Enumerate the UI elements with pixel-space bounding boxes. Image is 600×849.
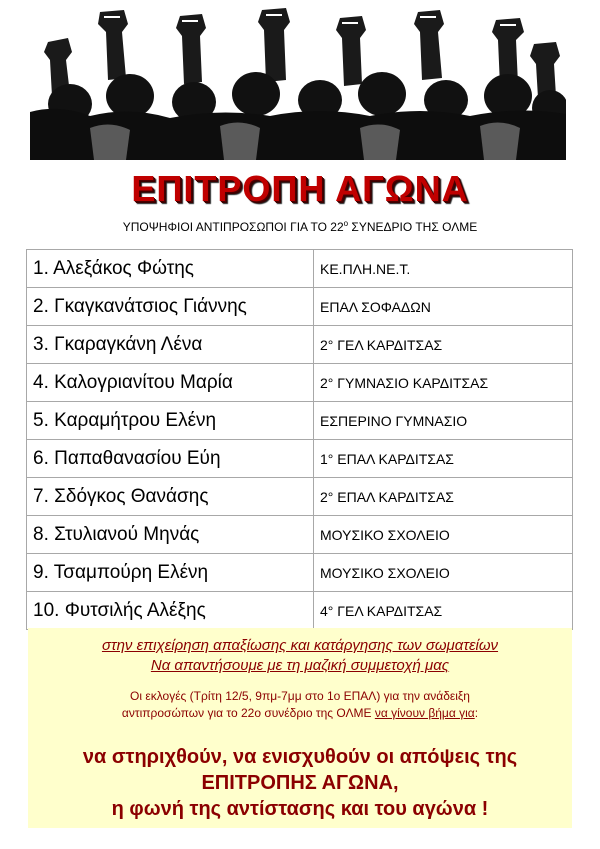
candidate-name: 8. Στυλιανού Μηνάς <box>27 516 314 554</box>
candidate-name: 4. Καλογριανίτου Μαρία <box>27 364 314 402</box>
candidate-school: ΚΕ.ΠΛΗ.ΝΕ.Τ. <box>314 250 573 288</box>
subtitle-text: ΥΠΟΨΗΦΙΟΙ ΑΝΤΙΠΡΟΣΩΠΟΙ ΓΙΑ ΤΟ 22 <box>122 220 344 234</box>
subtitle-superscript: ο <box>343 219 349 228</box>
table-row <box>27 516 573 554</box>
election-info-line-2 <box>28 705 572 722</box>
table-row <box>27 478 573 516</box>
table-row <box>27 592 573 630</box>
table-row <box>27 554 573 592</box>
candidate-name: 7. Σδόγκος Θανάσης <box>27 478 314 516</box>
election-info <box>28 688 572 722</box>
candidate-school: ΜΟΥΣΙΚΟ ΣΧΟΛΕΙΟ <box>314 554 573 592</box>
candidate-name: 2. Γκαγκανάτσιος Γιάννης <box>27 288 314 326</box>
table-row <box>27 440 573 478</box>
election-info-colon: : <box>474 706 479 720</box>
candidate-school: 4° ΓΕΛ ΚΑΡΔΙΤΣΑΣ <box>314 592 573 630</box>
election-info-text: αντιπροσώπων για το 22ο συνέδριο της ΟΛΜΕ <box>121 706 375 720</box>
slogan-line-3: η φωνή της αντίστασης και του αγώνα ! <box>111 798 489 820</box>
slogan-line-2: ΕΠΙΤΡΟΠΗΣ ΑΓΩΝΑ, <box>201 772 399 794</box>
candidate-name: 10. Φυτσιλής Αλέξης <box>27 592 314 630</box>
candidate-school: 2° ΓΥΜΝΑΣΙΟ ΚΑΡΔΙΤΣΑΣ <box>314 364 573 402</box>
callout-line-2: Να απαντήσουμε με τη μαζική συμμετοχή μας <box>150 657 450 674</box>
candidate-school: 2° ΓΕΛ ΚΑΡΔΙΤΣΑΣ <box>314 326 573 364</box>
slogan <box>28 744 572 822</box>
table-row <box>27 326 573 364</box>
raised-fists-icon <box>30 8 566 160</box>
candidate-name: 6. Παπαθανασίου Εύη <box>27 440 314 478</box>
candidate-name: 3. Γκαραγκάνη Λένα <box>27 326 314 364</box>
candidate-name: 5. Καραμήτρου Ελένη <box>27 402 314 440</box>
subtitle-text-end: ΣΥΝΕΔΡΙΟ ΤΗΣ ΟΛΜΕ <box>348 220 478 234</box>
callout-box <box>28 628 572 828</box>
election-info-underlined: να γίνουν βήμα για <box>374 706 475 720</box>
election-info-line-1: Οι εκλογές (Τρίτη 12/5, 9πμ-7μμ στο 1ο ΕΠΑΛ) για την ανάδειξη <box>130 689 470 703</box>
table-row <box>27 364 573 402</box>
table-row <box>27 288 573 326</box>
candidate-school: ΕΠΑΛ ΣΟΦΑΔΩΝ <box>314 288 573 326</box>
candidate-school: ΕΣΠΕΡΙΝΟ ΓΥΜΝΑΣΙΟ <box>314 402 573 440</box>
slogan-line-1: να στηριχθούν, να ενισχυθούν οι απόψεις της <box>82 746 518 768</box>
candidate-name: 9. Τσαμπούρη Ελένη <box>27 554 314 592</box>
candidate-name: 1. Αλεξάκος Φώτης <box>27 250 314 288</box>
page-title: ΕΠΙΤΡΟΠΗ ΑΓΩΝΑ <box>131 168 469 209</box>
candidate-school: 1° ΕΠΑΛ ΚΑΡΔΙΤΣΑΣ <box>314 440 573 478</box>
candidate-school: ΜΟΥΣΙΚΟ ΣΧΟΛΕΙΟ <box>314 516 573 554</box>
subtitle <box>0 219 600 234</box>
table-row <box>27 250 573 288</box>
candidates-table <box>26 249 573 630</box>
raised-fists-banner <box>30 8 566 160</box>
candidate-school: 2° ΕΠΑΛ ΚΑΡΔΙΤΣΑΣ <box>314 478 573 516</box>
table-row <box>27 402 573 440</box>
callout-line-1: στην επιχείρηση απαξίωσης και κατάργησης των σωματείων <box>101 637 499 654</box>
